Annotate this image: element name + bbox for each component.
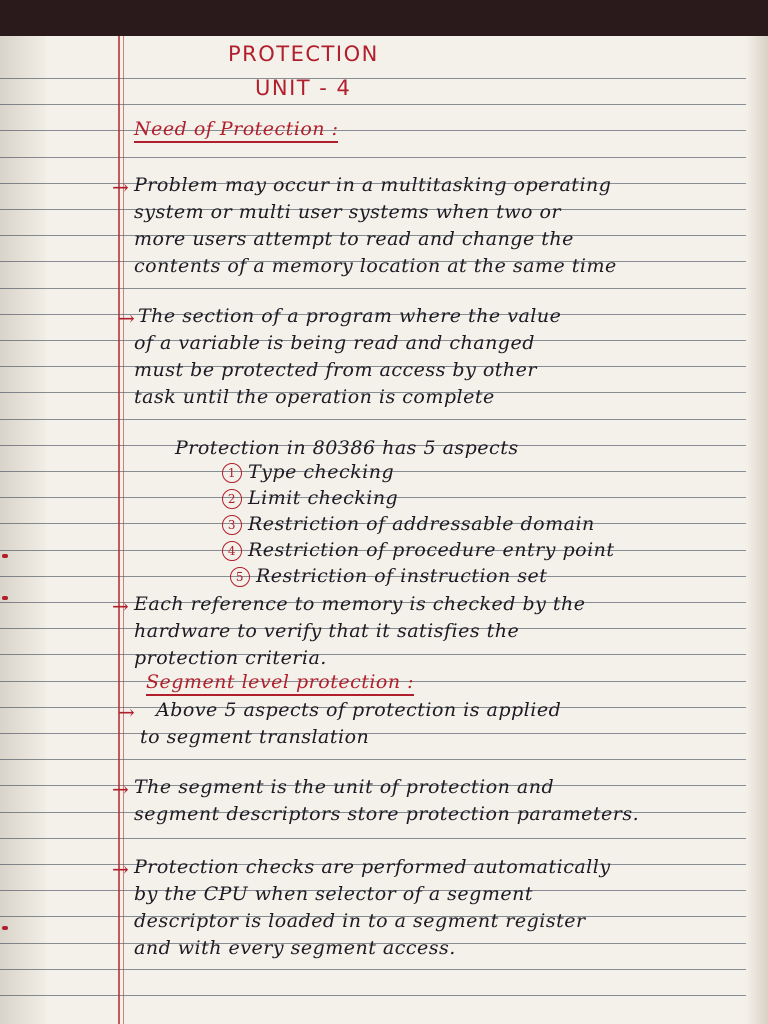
para2-line: must be protected from access by other	[134, 359, 537, 381]
aspect-number: 3	[222, 515, 242, 535]
section-heading-segment: Segment level protection :	[146, 671, 414, 696]
aspect-number: 5	[230, 567, 250, 587]
arrow-bullet: →	[112, 857, 129, 881]
ruled-line	[0, 969, 768, 970]
para6-line: descriptor is loaded in to a segment register	[134, 910, 586, 932]
aspect-item	[222, 513, 595, 535]
arrow-bullet: →	[118, 700, 135, 724]
ruled-line	[0, 995, 768, 996]
para4-line: Above 5 aspects of protection is applied	[156, 699, 562, 721]
para4-line: to segment translation	[140, 726, 370, 748]
aspect-item	[222, 461, 394, 483]
aspect-number: 2	[222, 489, 242, 509]
aspect-number: 4	[222, 541, 242, 561]
ruled-line	[0, 288, 768, 289]
aspects-intro: Protection in 80386 has 5 aspects	[175, 437, 519, 459]
aspect-text: Restriction of instruction set	[256, 565, 548, 587]
ruled-line	[0, 759, 768, 760]
ruled-line	[0, 157, 768, 158]
page-edge	[746, 36, 768, 1024]
aspect-item	[222, 487, 398, 509]
para2-line: The section of a program where the value	[138, 305, 562, 327]
ruled-line	[0, 104, 768, 105]
arrow-bullet: →	[112, 777, 129, 801]
para6-line: by the CPU when selector of a segment	[134, 883, 533, 905]
para1-line: more users attempt to read and change the	[134, 228, 574, 250]
para3-line: protection criteria.	[134, 647, 327, 669]
para6-line: and with every segment access.	[134, 937, 456, 959]
arrow-bullet: →	[112, 594, 129, 618]
para1-line: Problem may occur in a multitasking operating	[134, 174, 612, 196]
para1-line: system or multi user systems when two or	[134, 201, 562, 223]
aspect-text: Type checking	[248, 461, 395, 483]
aspect-text: Limit checking	[248, 487, 399, 509]
aspect-text: Restriction of addressable domain	[248, 513, 595, 535]
ruled-line	[0, 838, 768, 839]
aspect-number: 1	[222, 463, 242, 483]
para1-line: contents of a memory location at the same time	[134, 255, 617, 277]
section-heading-need: Need of Protection :	[134, 118, 338, 143]
ruled-line	[0, 419, 768, 420]
arrow-bullet: →	[118, 306, 135, 330]
margin-mark	[2, 554, 8, 558]
para5-line: segment descriptors store protection parameters.	[134, 803, 640, 825]
para2-line: of a variable is being read and changed	[134, 332, 535, 354]
para3-line: Each reference to memory is checked by the	[134, 593, 586, 615]
aspect-item	[222, 539, 615, 561]
arrow-bullet: →	[112, 175, 129, 199]
ruled-line	[0, 654, 768, 655]
page-binding	[0, 36, 46, 1024]
ruled-line	[0, 733, 768, 734]
margin-mark	[2, 926, 8, 930]
aspect-text: Restriction of procedure entry point	[248, 539, 615, 561]
page-title: PROTECTION	[228, 42, 379, 66]
para3-line: hardware to verify that it satisfies the	[134, 620, 520, 642]
ruled-line	[0, 130, 768, 131]
margin-mark	[2, 596, 8, 600]
ruled-line	[0, 78, 768, 79]
aspect-item	[230, 565, 547, 587]
para2-line: task until the operation is complete	[134, 386, 495, 408]
para5-line: The segment is the unit of protection and	[134, 776, 555, 798]
page-subtitle: UNIT - 4	[255, 76, 352, 100]
para6-line: Protection checks are performed automatically	[134, 856, 611, 878]
